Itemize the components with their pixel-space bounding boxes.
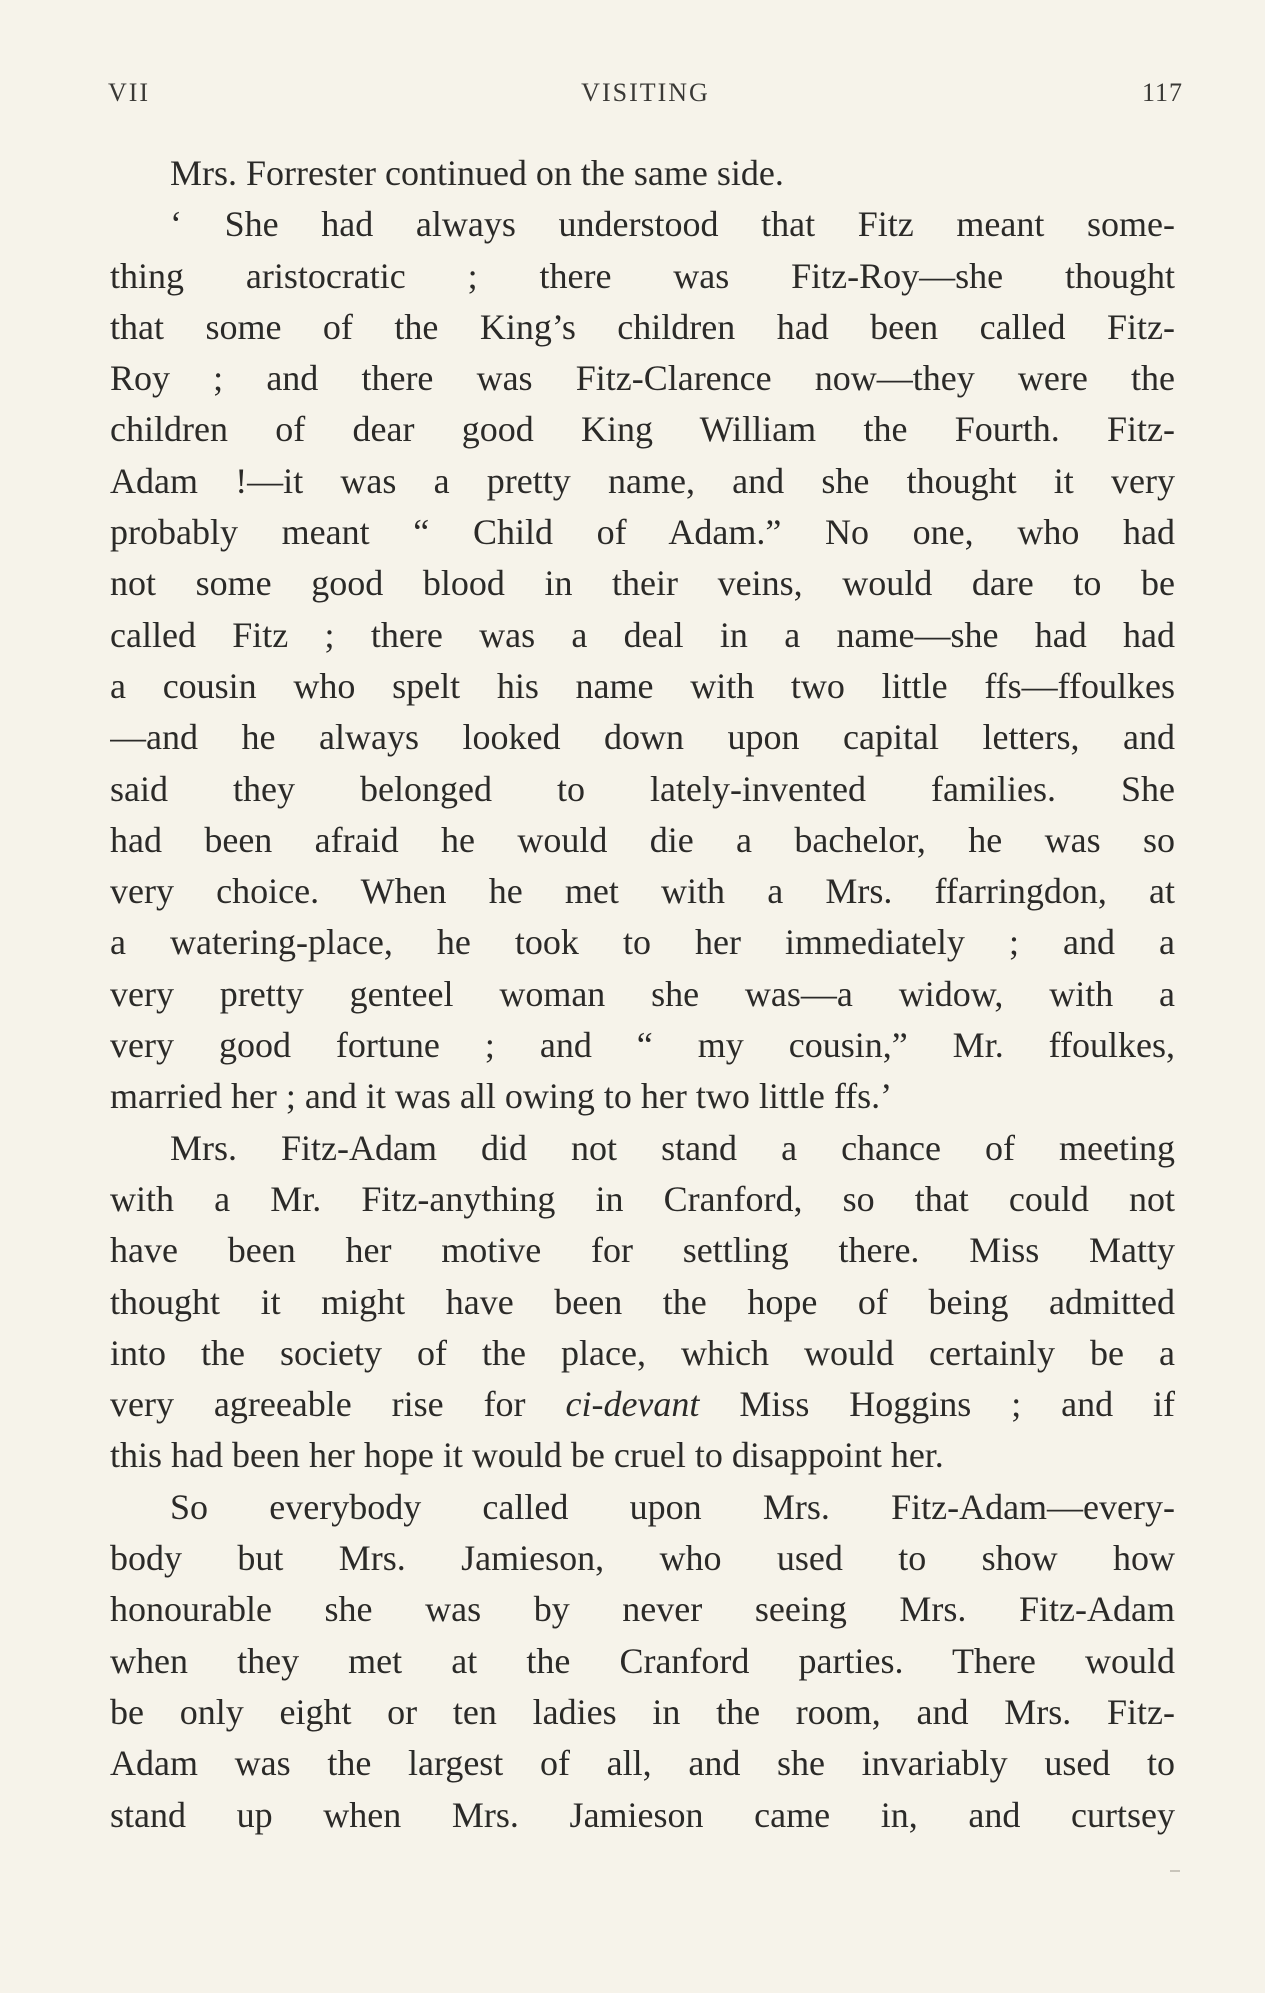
text-line: Mrs. Fitz-Adam did not stand a chance of meeting	[170, 1127, 1175, 1168]
text-line: with a Mr. Fitz-anything in Cranford, so that could not	[110, 1178, 1175, 1219]
text-line: be only eight or ten ladies in the room, and Mrs. Fitz-	[110, 1691, 1175, 1732]
chapter-number: VII	[108, 78, 151, 107]
chapter-title: VISITING	[581, 78, 710, 107]
text-line: very choice. When he met with a Mrs. ffarringdon, at	[110, 871, 1175, 912]
text-line: very good fortune ; and “ my cousin,” Mr. ffoulkes,	[110, 1025, 1175, 1066]
text-line: —and he always looked down upon capital letters, and	[110, 717, 1175, 758]
text-line: had been afraid he would die a bachelor, he was so	[110, 819, 1175, 860]
text-line: when they met at the Cranford parties. There would	[110, 1640, 1175, 1681]
body-text	[110, 148, 1175, 1841]
text-line: married her ; and it was all owing to her two little ffs.’	[110, 1076, 893, 1117]
text-segment: Miss Hoggins ; and if	[739, 1384, 1175, 1425]
text-line: this had been her hope it would be cruel to disappoint her.	[110, 1435, 944, 1476]
text-line: children of dear good King William the Fourth. Fitz-	[110, 409, 1175, 450]
text-line: into the society of the place, which would certainly be a	[110, 1332, 1175, 1373]
scan-mark	[1170, 1870, 1180, 1872]
text-line: thought it might have been the hope of being admitted	[110, 1281, 1175, 1322]
text-line: So everybody called upon Mrs. Fitz-Adam—every-	[170, 1486, 1175, 1527]
text-line: probably meant “ Child of Adam.” No one, who had	[110, 512, 1175, 553]
text-line: said they belonged to lately-invented families. She	[110, 768, 1175, 809]
running-head	[108, 78, 1183, 118]
text-line: ‘ She had always understood that Fitz meant some-	[170, 204, 1175, 245]
text-line: Adam !—it was a pretty name, and she thought it very	[110, 460, 1175, 501]
text-line: very pretty genteel woman she was—a widow, with a	[110, 973, 1175, 1014]
text-line: thing aristocratic ; there was Fitz-Roy—she thought	[110, 255, 1175, 296]
text-line: body but Mrs. Jamieson, who used to show how	[110, 1538, 1175, 1579]
page-number: 117	[1141, 78, 1183, 107]
text-line-with-italic	[110, 1379, 1175, 1430]
text-line: that some of the King’s children had been called Fitz-	[110, 306, 1175, 347]
text-line: a cousin who spelt his name with two little ffs—ffoulkes	[110, 665, 1175, 706]
text-segment: very agreeable rise for	[110, 1384, 526, 1425]
text-line: Roy ; and there was Fitz-Clarence now—they were the	[110, 358, 1175, 399]
text-line: called Fitz ; there was a deal in a name—she had had	[110, 614, 1175, 655]
text-line: a watering-place, he took to her immediately ; and a	[110, 922, 1175, 963]
text-line: have been her motive for settling there. Miss Matty	[110, 1230, 1175, 1271]
text-line: honourable she was by never seeing Mrs. Fitz-Adam	[110, 1589, 1175, 1630]
text-line: stand up when Mrs. Jamieson came in, and curtsey	[110, 1794, 1175, 1835]
text-line: not some good blood in their veins, would dare to be	[110, 563, 1175, 604]
text-line: Adam was the largest of all, and she invariably used to	[110, 1743, 1175, 1784]
italic-term: ci-devant	[565, 1384, 700, 1425]
text-line: Mrs. Forrester continued on the same side.	[170, 153, 784, 193]
